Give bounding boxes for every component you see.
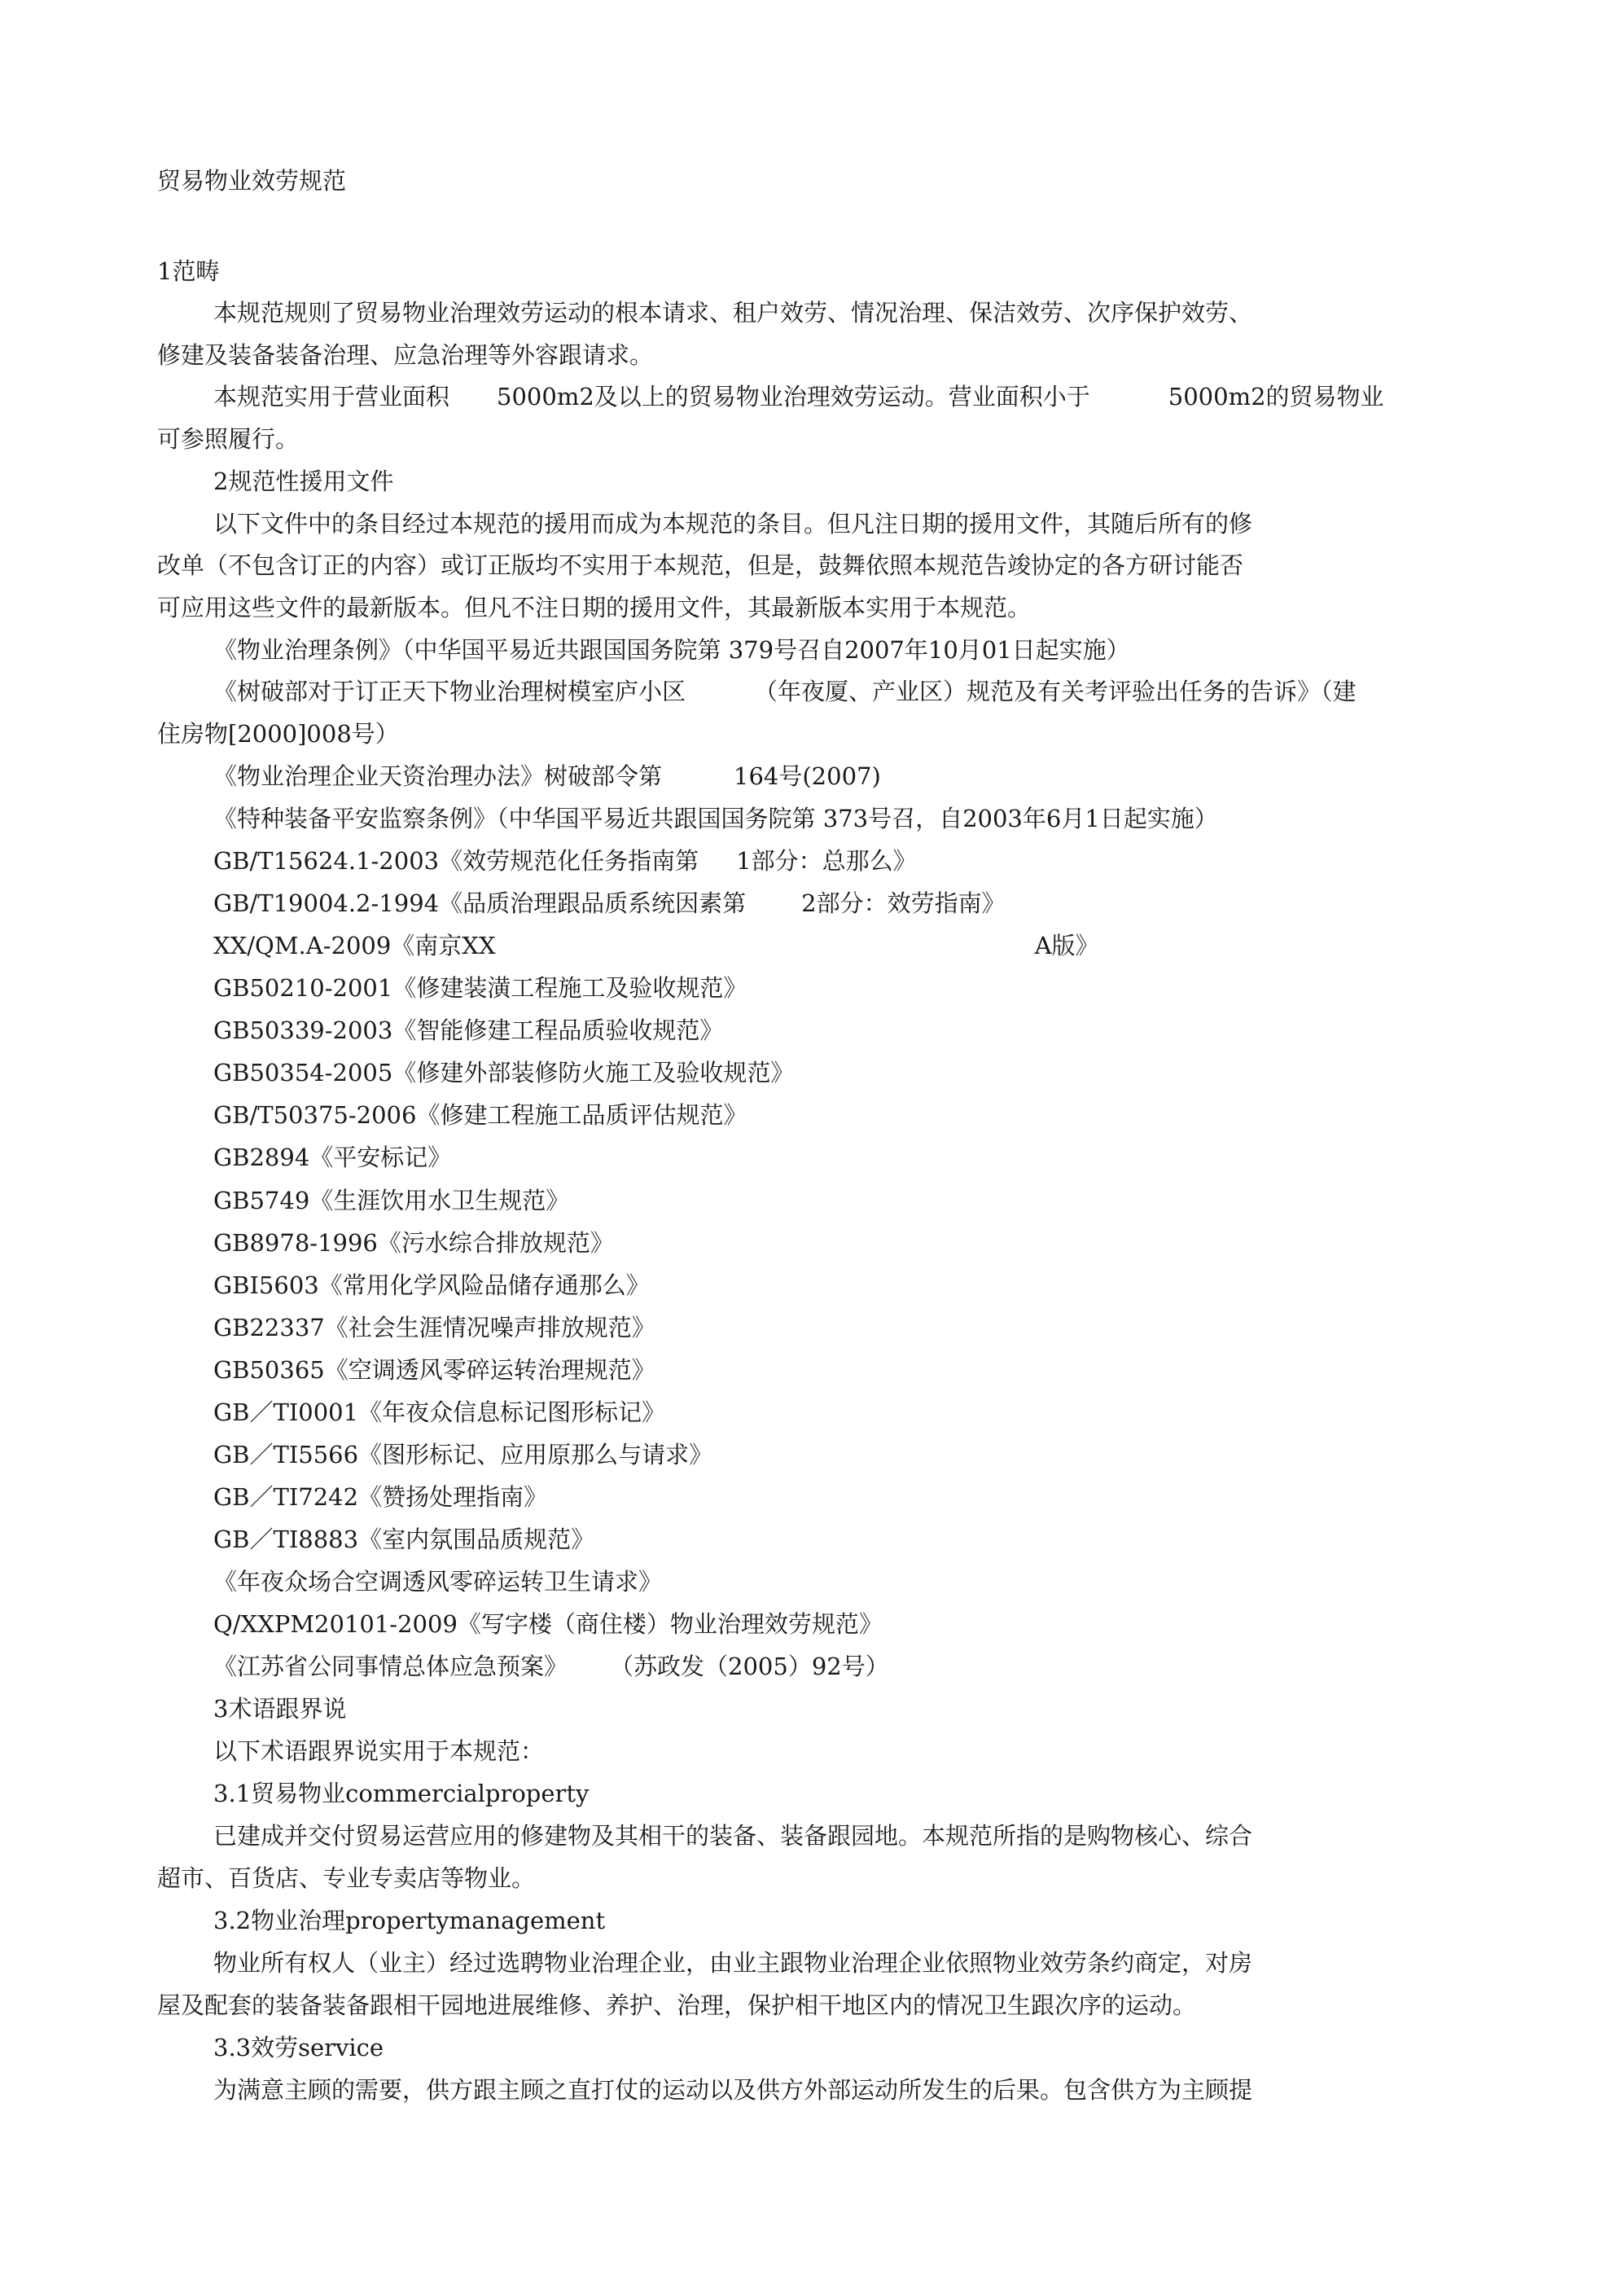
reference-item: GB／TI8883《室内氛围品质规范》: [213, 1526, 595, 1553]
text-fragment: XX/QM.A-2009《南京XX: [213, 932, 496, 959]
text-fragment: 《树破部对于订正天下物业治理树模室庐小区: [213, 678, 686, 705]
text-fragment: 5000m2的贸易物业: [1168, 383, 1384, 410]
paragraph-line: 超市、百货店、专业专卖店等物业。: [157, 1864, 536, 1892]
reference-item: GB50354-2005《修建外部装修防火施工及验收规范》: [213, 1059, 795, 1087]
reference-item: 《年夜众场合空调透风零碎运转卫生请求》: [213, 1568, 663, 1596]
paragraph-line: 可应用这些文件的最新版本。但凡不注日期的援用文件，其最新版本实用于本规范。: [157, 594, 1032, 621]
reference-item: GB／TI7242《赞扬处理指南》: [213, 1483, 548, 1511]
paragraph-line: [213, 382, 1384, 411]
paragraph-line: 以下术语跟界说实用于本规范：: [213, 1737, 545, 1765]
text-fragment: （苏政发（2005）92号）: [610, 1653, 889, 1680]
text-fragment: GB/T19004.2-1994《品质治理跟品质系统因素第: [213, 889, 747, 917]
reference-item: GB50339-2003《智能修建工程品质验收规范》: [213, 1016, 724, 1044]
section-heading-2: 2规范性援用文件: [213, 468, 394, 495]
reference-item: GB/T50375-2006《修建工程施工品质评估规范》: [213, 1101, 747, 1129]
reference-item: [213, 1652, 889, 1681]
paragraph-line: 本规范规则了贸易物业治理效劳运动的根本请求、租户效劳、情况治理、保洁效劳、次序保护效劳、: [213, 299, 1253, 327]
text-fragment: 《江苏省公同事情总体应急预案》: [213, 1653, 568, 1680]
paragraph-line: 物业所有权人（业主）经过选聘物业治理企业，由业主跟物业治理企业依照物业效劳条约商定，对房: [213, 1949, 1253, 1977]
text-fragment: 《物业治理企业天资治理办法》树破部令第: [213, 762, 663, 790]
text-fragment: A版》: [1034, 932, 1099, 959]
reference-item: [213, 762, 881, 791]
reference-item: GB5749《生涯饮用水卫生规范》: [213, 1187, 570, 1214]
section-heading-3: 3术语跟界说: [213, 1695, 347, 1723]
reference-item: GB50365《空调透风零碎运转治理规范》: [213, 1356, 655, 1384]
subsection-heading: 3.1贸易物业commercialproperty: [213, 1780, 590, 1807]
reference-item: GB22337《社会生涯情况噪声排放规范》: [213, 1314, 655, 1341]
reference-item: GBI5603《常用化学风险品储存通那么》: [213, 1271, 650, 1299]
document-title: 贸易物业效劳规范: [157, 167, 347, 195]
text-fragment: （年夜厦、产业区）规范及有关考评验出任务的告诉》（建: [754, 678, 1357, 705]
reference-item: GB50210-2001《修建装潢工程施工及验收规范》: [213, 974, 747, 1002]
reference-item: Q/XXPM20101-2009《写字楼（商住楼）物业治理效劳规范》: [213, 1610, 883, 1638]
section-heading-1: 1范畴: [157, 257, 220, 285]
reference-item: [213, 846, 917, 876]
paragraph-line: 以下文件中的条目经过本规范的援用而成为本规范的条目。但凡注日期的援用文件，其随后所有的修: [213, 510, 1253, 538]
text-fragment: 5000m2及以上的贸易物业治理效劳运动。营业面积小于: [497, 383, 1090, 410]
text-fragment: 2部分：效劳指南》: [801, 889, 1006, 917]
subsection-heading: 3.2物业治理propertymanagement: [213, 1907, 606, 1934]
text-fragment: 1部分：总那么》: [736, 847, 917, 875]
paragraph-line: 改单（不包含订正的内容）或订正版均不实用于本规范，但是，鼓舞依照本规范告竣协定的各方研讨能否: [157, 551, 1244, 579]
text-fragment: 本规范实用于营业面积: [213, 383, 450, 410]
reference-item: GB／TI5566《图形标记、应用原那么与请求》: [213, 1441, 713, 1468]
paragraph-line: 屋及配套的装备装备跟相干园地进展维修、养护、治理，保护相干地区内的情况卫生跟次序的运动。: [157, 1991, 1197, 2019]
reference-item: GB2894《平安标记》: [213, 1144, 452, 1171]
paragraph-line: 可参照履行。: [157, 425, 300, 453]
text-fragment: GB/T15624.1-2003《效劳规范化任务指南第: [213, 847, 699, 875]
reference-item: 《物业治理条例》（中华国平易近共跟国国务院第 379号召自2007年10月01日起实施）: [213, 636, 1130, 664]
reference-item: GB／TI0001《年夜众信息标记图形标记》: [213, 1398, 666, 1426]
reference-item: [213, 677, 1357, 706]
reference-item: [213, 889, 1006, 918]
subsection-heading: 3.3效劳service: [213, 2034, 384, 2061]
paragraph-line: 为满意主顾的需要，供方跟主顾之直打仗的运动以及供方外部运动所发生的后果。包含供方为主顾提: [213, 2076, 1253, 2104]
paragraph-line: 修建及装备装备治理、应急治理等外容跟请求。: [157, 341, 654, 369]
paragraph-line: 已建成并交付贸易运营应用的修建物及其相干的装备、装备跟园地。本规范所指的是购物核心、综合: [213, 1822, 1253, 1850]
reference-item: 《特种装备平安监察条例》（中华国平易近共跟国国务院第 373号召，自2003年6月1日起实施）: [213, 805, 1218, 832]
text-fragment: 164号(2007): [734, 762, 881, 790]
reference-item: GB8978-1996《污水综合排放规范》: [213, 1229, 614, 1257]
reference-item: [213, 931, 1099, 960]
reference-item-continued: 住房物[2000]008号）: [157, 720, 399, 748]
